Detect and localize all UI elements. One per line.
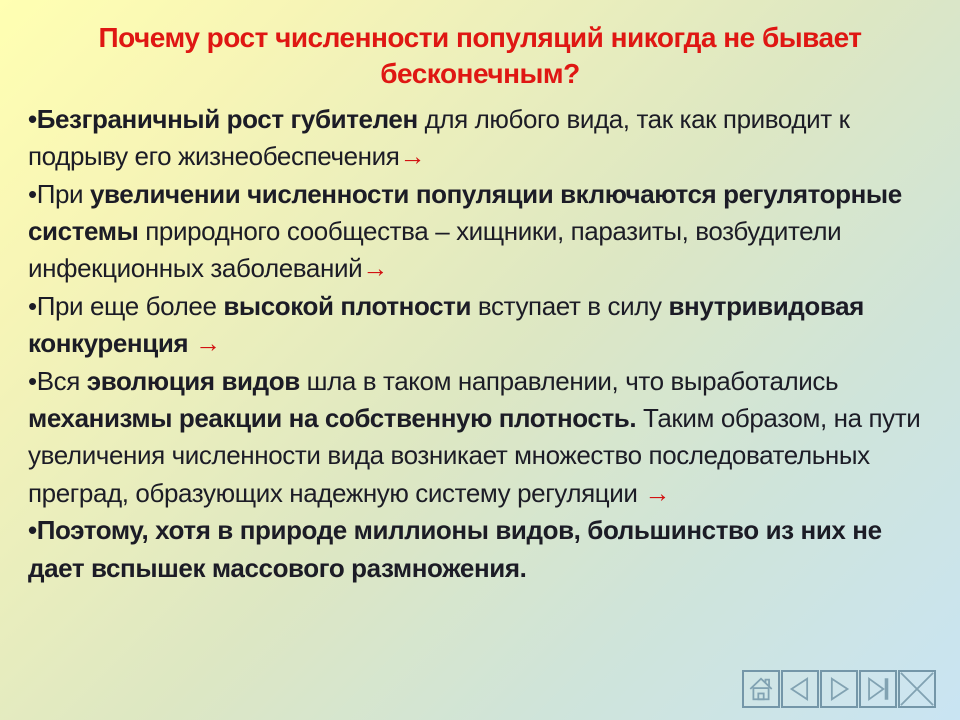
bullet-paragraph (28, 363, 932, 513)
bullet-run: •При еще более (28, 290, 224, 321)
slide-body (28, 101, 932, 587)
bullet-run: Таким образом, на пути увеличения численности вида возникает множество последовательных преград, образующих надежную систему регуляции (28, 403, 921, 508)
bullet-run-bold: механизмы реакции на собственную плотность. (28, 403, 644, 434)
previous-slide-icon (783, 672, 817, 706)
bullet-paragraph (28, 512, 932, 587)
back-button[interactable] (781, 670, 819, 708)
last-slide-icon (861, 672, 895, 706)
bullet-run: вступает в силу (477, 290, 669, 321)
next-slide-icon (822, 672, 856, 706)
bullet-paragraph (28, 288, 932, 363)
bullet-run-bold: •Безграничный рост губителен (28, 103, 425, 134)
home-button[interactable] (742, 670, 780, 708)
end-button[interactable] (859, 670, 897, 708)
close-icon (900, 672, 934, 706)
forward-button[interactable] (820, 670, 858, 708)
bullet-paragraph (28, 176, 932, 288)
bullet-run-bold: высокой плотности (223, 290, 478, 321)
red-arrow: → (195, 328, 221, 359)
bullet-run-bold: эволюция видов (86, 365, 307, 396)
bullet-run: для любого вида, так как приводит к подрыву его жизнеобеспечения (28, 103, 850, 172)
bullet-run: природного сообщества – хищники, паразиты, возбудители инфекционных заболеваний (28, 216, 842, 284)
slide-title: Почему рост численности популяций никогда не бывает бесконечным? (98, 22, 862, 90)
navigation-bar (742, 670, 936, 708)
bullet-run-bold: внутривидовая конкуренция (28, 290, 864, 359)
close-button[interactable] (898, 670, 936, 708)
bullet-paragraph (28, 101, 932, 176)
red-arrow: → (362, 253, 388, 284)
bullet-run: шла в таком направлении, что выработались (306, 365, 839, 396)
bullet-run: •Вся (28, 365, 87, 396)
home-icon (744, 672, 778, 706)
bullet-run-bold: •Поэтому, хотя в природе миллионы видов, большинство из них не дает вспышек массового размножения. (28, 515, 882, 583)
red-arrow: → (399, 141, 426, 172)
bullet-run: •При (28, 178, 90, 209)
red-arrow: → (644, 477, 670, 508)
bullet-run-bold: увеличении численности популяции включаются регуляторные системы (28, 178, 902, 246)
